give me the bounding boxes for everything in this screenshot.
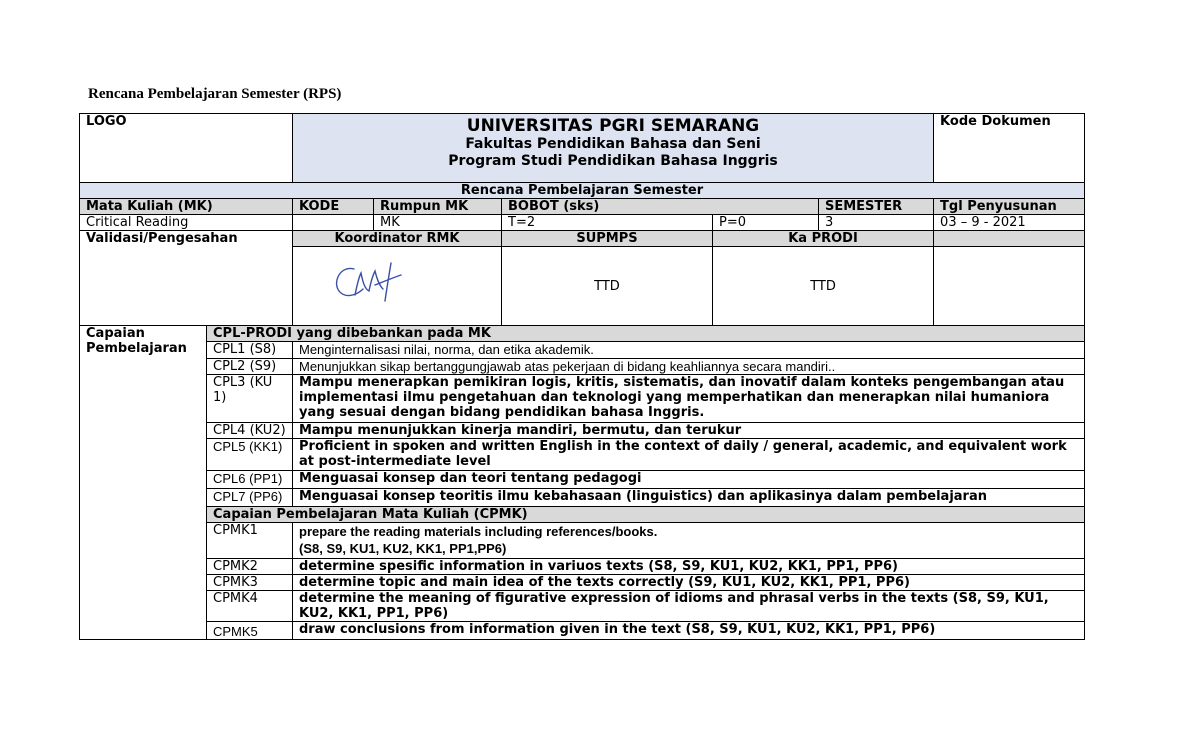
cpl-code: CPL3 (KU 1) [207,375,293,423]
cpl-code: CPL5 (KK1) [207,439,293,471]
cpl-desc: Proficient in spoken and written English in the context of daily / general, academic, and equivalent work at post-intermediate level [293,439,1085,471]
rps-table [79,113,1085,640]
cpmk-desc: determine the meaning of figurative expression of idioms and phrasal verbs in the texts (S8, S9, KU1, KU2, KK1, PP1, PP6) [293,591,1085,622]
cpl-desc: Menguasai konsep teoritis ilmu kebahasaan (linguistics) dan aplikasinya dalam pembelajaran [293,489,1085,507]
cpmk-heading: Capaian Pembelajaran Mata Kuliah (CPMK) [207,507,1085,523]
label-tgl: Tgl Penyusunan [934,199,1085,215]
cpl-desc: Menguasai konsep dan teori tentang pedagogi [293,471,1085,489]
cpmk-code: CPMK4 [207,591,293,622]
institution-header [293,114,934,183]
validation-empty-header [934,231,1085,247]
cpl-desc: Mampu menunjukkan kinerja mandiri, bermutu, dan terukur [293,423,1085,439]
logo-cell [80,114,293,183]
kaprodi-label: Ka PRODI [713,231,934,247]
faculty-name: Fakultas Pendidikan Bahasa dan Seni [465,136,761,152]
value-bobot-p: P=0 [713,215,819,231]
label-bobot: BOBOT (sks) [502,199,819,215]
value-rumpun: MK [374,215,502,231]
cpl-desc: Mampu menerapkan pemikiran logis, kritis, sistematis, dan inovatif dalam konteks pengembangan atau implementasi ilmu pengetahuan dan teknologi yang memperhatikan dan menerapkan nilai humaniora yang sesuai dengan bidang pendidikan bahasa Inggris. [293,375,1085,423]
label-semester: SEMESTER [819,199,934,215]
signature-image [329,255,419,305]
cpl-code: CPL1 (S8) [207,342,293,359]
value-kode [293,215,374,231]
logo-label: LOGO [86,114,127,129]
value-mata-kuliah: Critical Reading [80,215,293,231]
capaian-label: Capaian Pembelajaran [80,326,207,640]
cpmk-desc: determine spesific information in variuos texts (S8, S9, KU1, KU2, KK1, PP1, PP6) [293,559,1085,575]
value-semester: 3 [819,215,934,231]
cpmk-desc-line2: (S8, S9, KU1, KU2, KK1, PP1,PP6) [299,541,507,556]
cpmk-code: CPMK5 [207,622,293,640]
label-rumpun: Rumpun MK [374,199,502,215]
kaprodi-ttd: TTD [713,247,934,326]
validation-empty-cell [934,247,1085,326]
program-name: Program Studi Pendidikan Bahasa Inggris [448,153,778,169]
value-tgl: 03 – 9 - 2021 [934,215,1085,231]
cpmk-desc [293,523,1085,559]
cpl-code: CPL2 (S9) [207,359,293,375]
supmps-label: SUPMPS [502,231,713,247]
cpmk-desc: determine topic and main idea of the texts correctly (S9, KU1, KU2, KK1, PP1, PP6) [293,575,1085,591]
doc-code-label: Kode Dokumen [940,114,1051,129]
label-mata-kuliah: Mata Kuliah (MK) [80,199,293,215]
cpmk-desc: draw conclusions from information given in the text (S8, S9, KU1, KU2, KK1, PP1, PP6) [293,622,1085,640]
cpmk-desc-line1: prepare the reading materials including references/books. [299,524,658,539]
cpmk-code: CPMK1 [207,523,293,559]
cpl-code: CPL6 (PP1) [207,471,293,489]
cpl-code: CPL7 (PP6) [207,489,293,507]
supmps-ttd: TTD [502,247,713,326]
cpl-desc: Menunjukkan sikap bertanggungjawab atas pekerjaan di bidang keahliannya secara mandiri.. [293,359,1085,375]
cpl-heading: CPL-PRODI yang dibebankan pada MK [207,326,1085,342]
koordinator-signature-cell [293,247,502,326]
cpl-code: CPL4 (KU2) [207,423,293,439]
rps-subtitle: Rencana Pembelajaran Semester [80,183,1085,199]
cpl-desc: Menginternalisasi nilai, norma, dan etika akademik. [293,342,1085,359]
cpmk-code: CPMK3 [207,575,293,591]
value-bobot-t: T=2 [502,215,713,231]
doc-code-cell [934,114,1085,183]
university-name: UNIVERSITAS PGRI SEMARANG [466,116,760,136]
document-title: Rencana Pembelajaran Semester (RPS) [88,86,342,102]
label-kode: KODE [293,199,374,215]
cpmk-code: CPMK2 [207,559,293,575]
validation-label: Validasi/Pengesahan [80,231,293,326]
koordinator-label: Koordinator RMK [293,231,502,247]
